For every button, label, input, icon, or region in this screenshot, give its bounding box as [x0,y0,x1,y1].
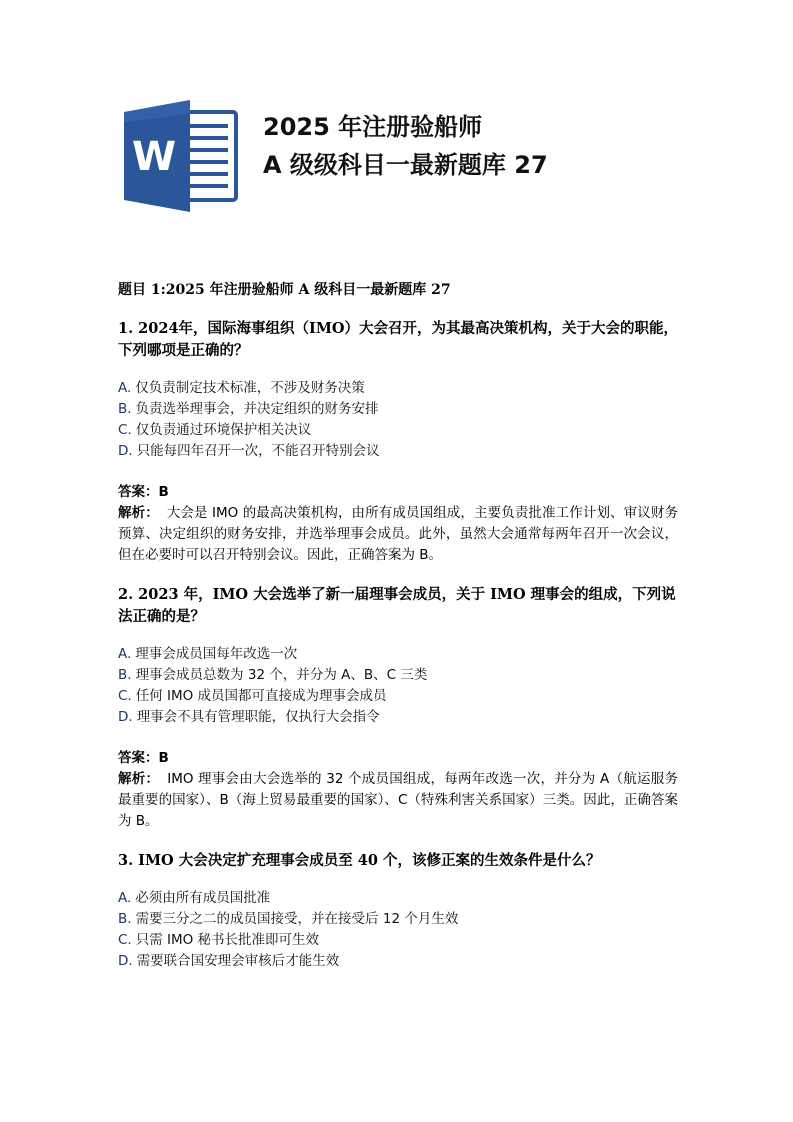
section-heading: 题目 1:2025 年注册验船师 A 级科目一最新题库 27 [118,282,451,298]
options-list [118,888,678,972]
title-line-1: 2025 年注册验船师 [263,113,483,141]
option-a: A. 理事会成员国每年改选一次 [118,646,298,662]
svg-text:W: W [131,134,177,180]
analysis-label: 解析： [118,771,160,787]
question-3 [118,850,678,972]
analysis-text: 大会是 IMO 的最高决策机构，由所有成员国组成，主要负责批准工作计划、审议财务预算、决定组织的财务安排，并选举理事会成员。此外，虽然大会通常每两年召开一次会议，但在必要时可以召开特别会议。因此，正确答案为 B。 [118,505,679,563]
options-list [118,644,678,728]
option-c: C. 仅负责通过环境保护相关决议 [118,422,312,438]
title-line-2: A 级级科目一最新题库 27 [263,151,548,179]
analysis [118,503,678,566]
option-b: B. 需要三分之二的成员国接受，并在接受后 12 个月生效 [118,911,459,927]
option-d: D. 只能每四年召开一次，不能召开特别会议 [118,443,380,459]
option-a: A. 必须由所有成员国批准 [118,890,271,906]
option-d: D. 需要联合国安理会审核后才能生效 [118,953,340,969]
answer: 答案：B [118,484,169,500]
option-b: B. 理事会成员总数为 32 个，并分为 A、B、C 三类 [118,667,428,683]
option-a: A. 仅负责制定技术标准，不涉及财务决策 [118,380,365,396]
document-body [118,280,678,992]
options-list [118,378,678,462]
option-d: D. 理事会不具有管理职能，仅执行大会指令 [118,709,380,725]
option-c: C. 任何 IMO 成员国都可直接成为理事会成员 [118,688,387,704]
analysis-label: 解析： [118,505,159,521]
question-title: 1. 2024年，国际海事组织（IMO）大会召开，为其最高决策机构，关于大会的职能，下列哪项是正确的？ [118,320,679,359]
word-document-icon [124,100,240,212]
question-title: 2. 2023 年，IMO 大会选举了新一届理事会成员，关于 IMO 理事会的组成，下列说法正确的是？ [118,586,676,625]
question-2 [118,584,678,832]
option-b: B. 负责选举理事会，并决定组织的财务安排 [118,401,379,417]
option-c: C. 只需 IMO 秘书长批准即可生效 [118,932,320,948]
analysis-text: IMO 理事会由大会选举的 32 个成员国组成，每两年改选一次，并分为 A（航运服务最重要的国家）、B（海上贸易最重要的国家）、C（特殊利害关系国家）三类。因此，正确答案为 B。 [118,771,678,829]
question-1 [118,318,678,566]
question-title: 3. IMO 大会决定扩充理事会成员至 40 个，该修正案的生效条件是什么？ [118,852,601,869]
document-title [263,108,548,184]
answer: 答案：B [118,750,169,766]
analysis [118,769,678,832]
